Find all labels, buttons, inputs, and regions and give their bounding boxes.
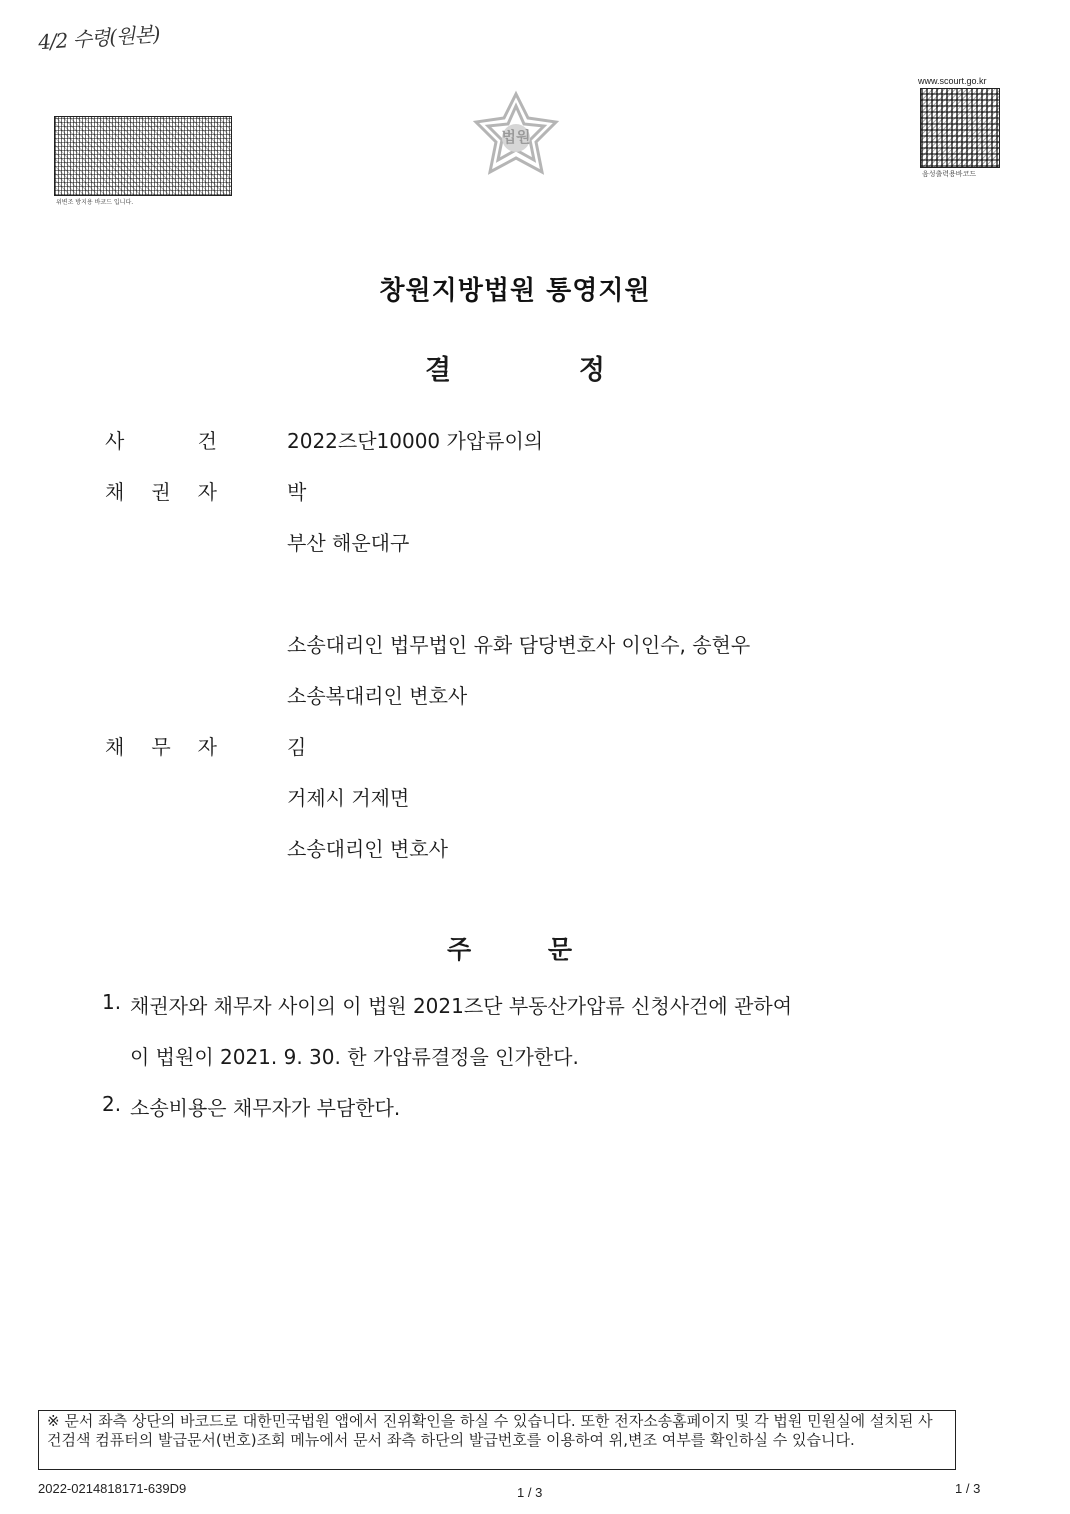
seal-text: 법원	[501, 128, 531, 146]
creditor-address: 부산 해운대구	[287, 531, 410, 555]
label-char: 권	[151, 480, 171, 504]
barcode-caption: 위변조 방지용 바코드 입니다.	[56, 199, 134, 206]
creditor-sub-attorney: 소송복대리인 변호사	[287, 684, 468, 708]
verification-notice: ※ 문서 좌측 상단의 바코드로 대한민국법원 앱에서 진위확인을 하실 수 있습니다. 또한 전자소송홈페이지 및 각 법원 민원실에 설치된 사건검색 컴퓨터의 발급문서(번호)조회 메뉴에서 문서 좌측 하단의 발급번호를 이용하여 위,변조 여부를 확인하실 수 있습니다.	[38, 1410, 956, 1470]
anti-forgery-barcode	[54, 116, 232, 196]
debtor-attorney: 소송대리인 변호사	[287, 837, 448, 861]
case-label	[105, 425, 217, 454]
label-char: 무	[151, 735, 171, 759]
order-1-line1: 채권자와 채무자 사이의 이 법원 2021즈단 부동산가압류 신청사건에 관하여	[130, 994, 793, 1018]
order-title	[447, 930, 572, 966]
order-2-line1: 소송비용은 채무자가 부담한다.	[130, 1096, 401, 1120]
order-2-number: 2.	[102, 1092, 122, 1116]
debtor-label	[105, 731, 217, 760]
handwritten-note: 4/2 수령(원본)	[37, 21, 161, 55]
case-number: 2022즈단10000 가압류이의	[287, 429, 544, 453]
qr-url: www.scourt.go.kr	[918, 76, 987, 86]
order-1-line2: 이 법원이 2021. 9. 30. 한 가압류결정을 인가한다.	[130, 1045, 579, 1069]
title-char: 정	[578, 355, 605, 386]
label-char: 채	[105, 480, 125, 504]
page-number-center: 1 / 3	[517, 1485, 543, 1500]
title-char: 주	[447, 935, 472, 964]
creditor-name: 박	[287, 480, 307, 504]
debtor-address: 거제시 거제면	[287, 786, 410, 810]
creditor-attorney: 소송대리인 법무법인 유화 담당변호사 이인수, 송현우	[287, 633, 751, 657]
label-char: 채	[105, 735, 125, 759]
document-number: 2022-0214818171-639D9	[38, 1481, 187, 1496]
label-char: 사	[105, 429, 125, 453]
label-char: 건	[197, 429, 217, 453]
creditor-label	[105, 476, 217, 505]
court-name: 창원지방법원 통영지원	[379, 276, 651, 306]
order-1-number: 1.	[102, 990, 122, 1014]
title-char: 문	[547, 935, 572, 964]
qr-caption: 음성출력용바코드	[922, 170, 977, 178]
label-char: 자	[197, 735, 217, 759]
page-number-right: 1 / 3	[955, 1481, 981, 1496]
document-title	[425, 348, 605, 387]
debtor-name: 김	[287, 735, 307, 759]
qr-code	[920, 88, 1000, 168]
title-char: 결	[425, 355, 452, 386]
label-char: 자	[197, 480, 217, 504]
court-seal	[466, 88, 566, 188]
